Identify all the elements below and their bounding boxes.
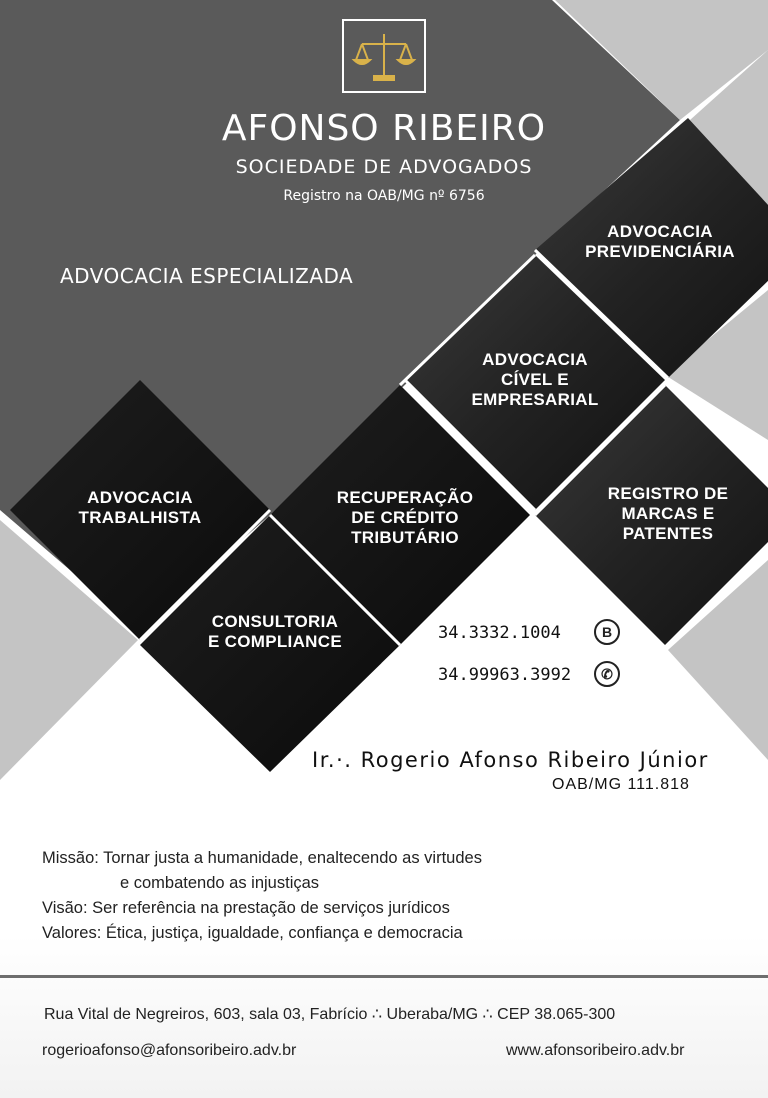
mission-vision-values <box>42 846 482 946</box>
service-line: CÍVEL E <box>501 370 569 389</box>
mission-line-2: e combatendo as injustiças <box>120 874 320 892</box>
lawyer-name: Ir.·. Rogerio Afonso Ribeiro Júnior <box>312 748 709 772</box>
service-line: ADVOCACIA <box>87 488 193 507</box>
service-marcas <box>570 484 766 544</box>
brand-name: AFONSO RIBEIRO <box>221 108 547 149</box>
service-civel <box>440 350 630 410</box>
whatsapp-icon: ✆ <box>594 661 620 687</box>
service-line: TRIBUTÁRIO <box>351 528 459 547</box>
service-line: PREVIDENCIÁRIA <box>585 242 735 261</box>
service-line: RECUPERAÇÃO <box>336 488 474 507</box>
service-line: PATENTES <box>622 524 714 543</box>
service-line: ADVOCACIA <box>607 222 713 241</box>
website-link[interactable]: www.afonsoribeiro.adv.br <box>506 1042 685 1059</box>
service-line: DE CRÉDITO <box>351 508 459 527</box>
brand-subtitle: SOCIEDADE DE ADVOGADOS <box>235 156 533 178</box>
tagline: ADVOCACIA ESPECIALIZADA <box>60 264 354 288</box>
service-consultoria <box>170 612 380 652</box>
service-line: TRABALHISTA <box>78 508 202 527</box>
b-icon: B <box>594 619 620 645</box>
divider <box>0 975 768 978</box>
service-line: REGISTRO DE <box>607 484 729 503</box>
email-link[interactable]: rogerioafonso@afonsoribeiro.adv.br <box>42 1042 297 1059</box>
address: Rua Vital de Negreiros, 603, sala 03, Fabrício ∴ Uberaba/MG ∴ CEP 38.065-300 <box>44 1006 616 1023</box>
service-line: MARCAS E <box>621 504 715 523</box>
lawyer-oab: OAB/MG 111.818 <box>552 776 690 793</box>
service-line: E COMPLIANCE <box>208 632 342 651</box>
mission-line-1: Missão: Tornar justa a humanidade, enaltecendo as virtudes <box>42 849 482 867</box>
service-line: ADVOCACIA <box>482 350 588 369</box>
vision-line: Visão: Ser referência na prestação de serviços jurídicos <box>42 899 450 917</box>
service-trabalhista <box>55 488 225 528</box>
phone-mobile[interactable]: 34.99963.3992 <box>438 665 572 685</box>
values-line: Valores: Ética, justiça, igualdade, confiança e democracia <box>42 924 463 942</box>
service-line: CONSULTORIA <box>211 612 339 631</box>
phone-landline[interactable]: 34.3332.1004 <box>438 623 561 643</box>
service-recuperacao <box>305 488 505 548</box>
service-previdenciaria <box>555 222 765 262</box>
registration-number: Registro na OAB/MG nº 6756 <box>283 188 485 204</box>
service-line: EMPRESARIAL <box>471 390 599 409</box>
